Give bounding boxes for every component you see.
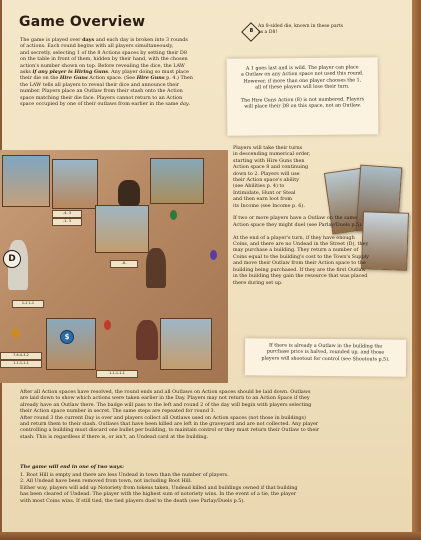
- round-end-line: their Action space number in secret. The same steps are repeated for round 3.: [20, 408, 216, 415]
- round-end-line: After all Action spaces have resolved, the round ends and all Outlaws on Action spaces should be laid down. Outlaws: [20, 389, 311, 395]
- wood-border-right: [412, 0, 421, 540]
- turn-order-line: there during set up.: [233, 279, 283, 286]
- game-end-text: [20, 472, 410, 504]
- intro-line: their die on the Hire Guns Action space. (See Hire Guns p. 4.) Then: [20, 75, 193, 82]
- box-wild-line: all of these players will lose their turn.: [255, 84, 350, 91]
- game-end-line: 2. All Undead have been removed from town, not including Boot Hill.: [20, 478, 192, 485]
- turn-order-line: in the building they gain the resource that was placed: [233, 273, 368, 280]
- round-end-line: controlling a building must discard one bullet per building, to maintain control or they must return their Outlaw to their: [20, 427, 320, 434]
- box-shootout-line: purchase price is halved, rounded up, and those: [266, 349, 385, 356]
- turn-order-line: Action space they might duel (see Parlay/Duels p.5).: [233, 221, 363, 228]
- box-shootout-line: players will shootout for control (see Shootouts p.5).: [261, 356, 390, 363]
- outlaw-meeple: [12, 328, 19, 338]
- building-tile: [46, 318, 96, 370]
- round-end-line: After round 3 the current Day is over and players collect all Outlaws used on Action spaces (not those in buildings): [20, 414, 306, 421]
- intro-line: space matching their die face. Players cannot return to an Action: [20, 94, 183, 101]
- action-strip: 1-1-1-1-1: [0, 360, 42, 368]
- round-end-line: are laid down to show which actions were taken earlier in the Day. Players may not return to an Action Space if they: [20, 395, 310, 402]
- outlaw-meeple: [170, 210, 177, 220]
- die-note: An 8-sided die, known in these parts as a D8!: [258, 24, 344, 35]
- turn-order-line: in descending numerical order,: [233, 151, 311, 158]
- intro-line: of actions. Each round begins with all players simultaneously,: [20, 43, 174, 50]
- round-end-text: [20, 389, 410, 440]
- box-wild-line: A 1 goes last and is wild. The player can place: [245, 65, 359, 72]
- intro-line: number. Players place an Outlaw from their stash onto the Action: [20, 88, 183, 95]
- outlaw-figure: [146, 248, 166, 288]
- turn-order-line: building being purchased. If they are the first Outlaw: [233, 266, 366, 273]
- box-shootout-line: If there is already a Outlaw in the building the: [268, 343, 383, 350]
- turn-order-line: Intimidate, Hunt or Steal: [233, 189, 296, 196]
- round-end-line: stash. This is regardless if there is, or isn't, an Undead card at the building.: [20, 433, 209, 440]
- outlaw-meeple: [104, 320, 111, 330]
- wood-border-bottom: [0, 532, 421, 540]
- turn-order-line: (see Abilities p. 4) to: [233, 183, 285, 190]
- rule-box-shootout-text: [245, 343, 406, 364]
- turn-order-line: Players will take their turns: [233, 145, 303, 151]
- intro-line: space occupied by one of their outlaws from earlier in the same day.: [20, 101, 191, 108]
- street-marker: D: [3, 250, 21, 268]
- game-board-illustration: [0, 150, 228, 383]
- round-end-line: already have an Outlaw there. The badge will pass to the left and round 2 of the day will begin with players selecting: [20, 401, 312, 408]
- turn-order-line: down to 2. Players will use: [233, 170, 300, 177]
- page-title: Game Overview: [19, 14, 146, 30]
- intro-line: on the table in front of them, hidden by their hand, with the chosen: [20, 56, 188, 63]
- intro-line: action's number shown on top. Before revealing the dice, the LAW: [20, 62, 185, 69]
- turn-order-line: may purchase a building. They return a number of: [233, 247, 359, 254]
- building-tile: [150, 158, 204, 204]
- intro-line: and secretly, selecting 1 of the 8 Actions spaces by setting their D8: [20, 49, 187, 56]
- action-strip: -4- 3: [52, 210, 82, 218]
- intro-paragraph: [20, 37, 225, 107]
- round-end-line: and return them to their stash. Outlaws that have been killed are left in the graveyard and are not collected. Any player: [20, 421, 319, 428]
- box-wild-line: However, if more than one player chooses the 1,: [243, 78, 362, 85]
- action-strip: 1-1 1-1: [12, 300, 44, 308]
- building-tile: [52, 159, 98, 209]
- turn-order-line: their Action space's ability: [233, 177, 299, 184]
- building-tile: [95, 205, 149, 253]
- turn-order-text: [233, 145, 403, 286]
- d8-die-face: 8: [249, 28, 254, 35]
- turn-order-line: At the end of a player's turn, if they have enough: [233, 234, 355, 241]
- action-strip: -1- 3: [52, 218, 82, 226]
- action-strip: 1-1-1-1-1: [96, 370, 138, 378]
- intro-line: The game is played over days and each day is broken into 3 rounds: [20, 37, 188, 43]
- box-wild-line: The Hire Guns Action (8) is not numbered. Players: [240, 97, 365, 104]
- turn-order-line: starting with Hire Guns then: [233, 157, 305, 164]
- intro-line: asks if any player is Hiring Guns. Any player doing so must place: [20, 69, 189, 76]
- turn-order-line: its Income (see Income p. 6).: [233, 202, 305, 209]
- turn-order-line: Action space 8 and continuing: [233, 164, 309, 171]
- building-tile: [2, 155, 50, 207]
- game-end-line: with most Coins wins. If still tied, the tied players duel to the death (see Parlay/Duels p.5).: [20, 497, 245, 504]
- game-end-line: has been cleared of Undead. The player with the highest sum of notoriety wins. In the event of a tie, the player: [20, 491, 297, 498]
- game-end-line: Either way, players will add up Notoriety from tokens taken, Undead killed and buildings owned if that building: [20, 484, 298, 491]
- outlaw-figure: [118, 180, 140, 206]
- box-wild-line: will place their D8 on this space, not an Outlaw.: [244, 103, 361, 111]
- turn-order-line: and move their Outlaw from their Action space to the: [233, 260, 366, 267]
- game-end-heading: The game will end in one of two ways:: [20, 464, 124, 470]
- box-wild-line: a Outlaw on any Action space not used this round.: [240, 71, 364, 79]
- rule-box-wild-text: [227, 65, 378, 111]
- turn-order-line: If two or more players have a Outlaw on the same: [233, 215, 358, 222]
- action-strip: 7-6-4-3-2: [0, 352, 42, 360]
- turn-order-line: Coins, and there are no Undead in the Street (D), they: [233, 241, 369, 248]
- rule-box-shootout: [245, 338, 406, 376]
- action-strip: -6-: [110, 260, 138, 268]
- intro-line: the LAW tells all players to reveal their dice and announce their: [20, 81, 180, 88]
- outlaw-meeple: [210, 250, 217, 260]
- turn-order-line: and then earn loot from: [233, 196, 293, 203]
- coin-token: $: [60, 330, 74, 344]
- building-tile: [160, 318, 212, 370]
- rule-box-wild: [227, 57, 379, 136]
- turn-order-line: Coins equal to the building's cost to the Town's Supply: [233, 253, 369, 260]
- outlaw-figure: [136, 320, 158, 360]
- game-end-line: 1. Boot Hill is empty and there are less Undead in town than the number of players.: [20, 472, 229, 478]
